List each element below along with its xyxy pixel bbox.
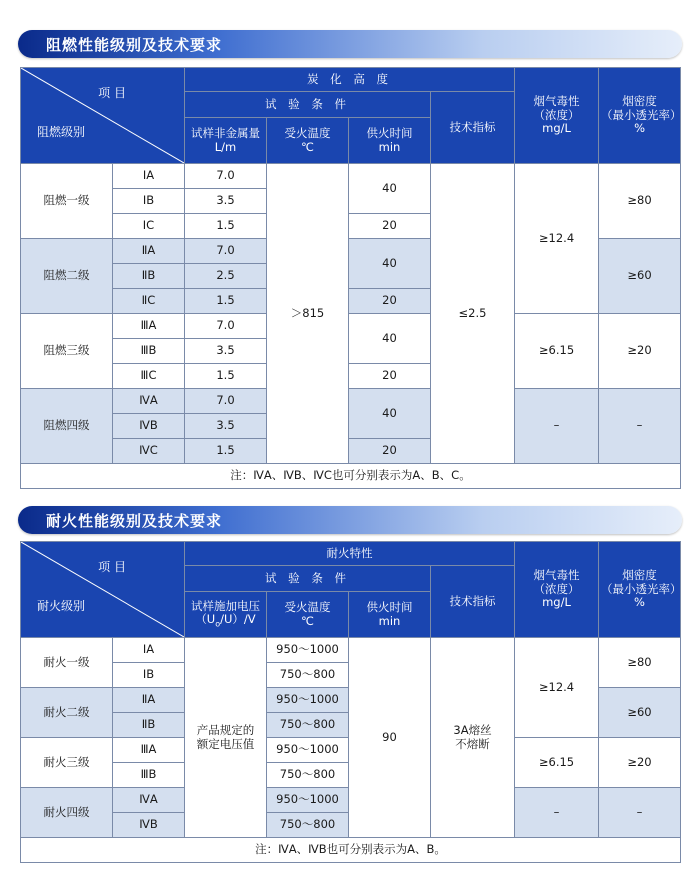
fire-temp-cell: 750～800 <box>267 813 349 838</box>
smoke-header-line2: （浓度） <box>533 107 580 122</box>
flame-level-3: 阻燃三级 <box>21 314 113 389</box>
flame-temp-header <box>267 118 349 164</box>
flame-class-cell: ⅢB <box>113 339 185 364</box>
flame-density-cell: ≥80 <box>599 164 681 239</box>
fire-time-header <box>349 592 431 638</box>
tech-value-line1: 3A熔丝 <box>453 722 492 737</box>
fire-temp-cell: 950～1000 <box>267 738 349 763</box>
flame-metal-cell: 1.5 <box>185 289 267 314</box>
flame-metal-cell: 7.0 <box>185 239 267 264</box>
fire-temp-cell: 950～1000 <box>267 688 349 713</box>
smoke-header-line2: （浓度） <box>533 581 580 596</box>
corner-item-label: 项 目 <box>98 560 126 574</box>
fire-sub-group-header: 试 验 条 件 <box>185 566 431 592</box>
time-header-line1: 供火时间 <box>366 599 413 614</box>
flame-smoke-cell: ≥12.4 <box>515 164 599 314</box>
flame-level-1: 阻燃一级 <box>21 164 113 239</box>
flame-title-text: 阻燃性能级别及技术要求 <box>46 36 223 54</box>
metal-header-line1: 试样非金属量 <box>191 125 260 140</box>
flame-time-cell: 20 <box>349 289 431 314</box>
density-header-line1: 烟密度 <box>622 567 657 582</box>
fire-time-cell: 90 <box>349 638 431 838</box>
flame-level-4: 阻燃四级 <box>21 389 113 464</box>
fire-smoke-cell: ≥12.4 <box>515 638 599 738</box>
smoke-header-line3: mg/L <box>542 595 571 610</box>
fire-smoke-header <box>515 542 599 638</box>
smoke-header-line3: mg/L <box>542 121 571 136</box>
flame-smoke-header <box>515 68 599 164</box>
smoke-header-line1: 烟气毒性 <box>533 93 580 108</box>
density-header-line1: 烟密度 <box>622 93 657 108</box>
fire-tech-cell <box>431 638 515 838</box>
fire-smoke-cell: ≥6.15 <box>515 738 599 788</box>
flame-smoke-cell: ≥6.15 <box>515 314 599 389</box>
fire-level-1: 耐火一级 <box>21 638 113 688</box>
flame-spec-table <box>20 67 681 489</box>
fire-temp-cell: 750～800 <box>267 663 349 688</box>
fire-voltage-header <box>185 592 267 638</box>
flame-density-cell: ≥20 <box>599 314 681 389</box>
fire-group-header: 耐火特性 <box>185 542 515 566</box>
flame-metal-cell: 1.5 <box>185 214 267 239</box>
flame-note: 注：ⅣA、ⅣB、ⅣC也可分别表示为A、B、C。 <box>21 464 681 489</box>
voltage-unit-prefix: （U <box>195 612 216 627</box>
fire-level-2: 耐火二级 <box>21 688 113 738</box>
flame-metal-cell: 3.5 <box>185 189 267 214</box>
fire-level-3: 耐火三级 <box>21 738 113 788</box>
corner-level-label: 耐火级别 <box>37 598 86 613</box>
flame-time-cell: 20 <box>349 439 431 464</box>
diagonal-line-icon <box>21 68 184 163</box>
flame-time-cell: 20 <box>349 214 431 239</box>
flame-tech-cell: ≤2.5 <box>431 164 515 464</box>
fire-section-title <box>18 506 682 534</box>
density-header-line2: （最小透光率） <box>601 107 682 122</box>
fire-class-cell: ⅢB <box>113 763 185 788</box>
flame-class-cell: ⅡC <box>113 289 185 314</box>
fire-class-cell: ⅣB <box>113 813 185 838</box>
temp-header-line1: 受火温度 <box>284 125 331 140</box>
flame-metal-cell: 7.0 <box>185 389 267 414</box>
time-header-line2: min <box>378 613 401 628</box>
smoke-header-line1: 烟气毒性 <box>533 567 580 582</box>
flame-smoke-cell: – <box>515 389 599 464</box>
fire-temp-header <box>267 592 349 638</box>
voltage-value-line1: 产品规定的 <box>196 722 255 737</box>
fire-density-cell: ≥60 <box>599 688 681 738</box>
fire-voltage-cell <box>185 638 267 838</box>
voltage-value-line2: 额定电压值 <box>196 736 255 751</box>
temp-header-line2: ℃ <box>301 613 314 628</box>
flame-class-cell: ⅠB <box>113 189 185 214</box>
flame-class-cell: ⅢC <box>113 364 185 389</box>
flame-time-cell: 40 <box>349 389 431 439</box>
flame-metal-header <box>185 118 267 164</box>
density-header-line3: % <box>634 595 645 610</box>
temp-header-line1: 受火温度 <box>284 599 331 614</box>
fire-class-cell: ⅣA <box>113 788 185 813</box>
metal-header-line2: L/m <box>214 139 237 154</box>
flame-class-cell: ⅡA <box>113 239 185 264</box>
flame-class-cell: ⅣB <box>113 414 185 439</box>
flame-time-cell: 40 <box>349 164 431 214</box>
fire-density-cell: ≥20 <box>599 738 681 788</box>
temp-header-line2: ℃ <box>301 139 314 154</box>
fire-class-cell: ⅠA <box>113 638 185 663</box>
flame-sub-group-header: 试 验 条 件 <box>185 92 431 118</box>
fire-title-text: 耐火性能级别及技术要求 <box>46 512 223 530</box>
flame-metal-cell: 2.5 <box>185 264 267 289</box>
flame-class-cell: ⅣC <box>113 439 185 464</box>
fire-temp-cell: 750～800 <box>267 763 349 788</box>
fire-level-4: 耐火四级 <box>21 788 113 838</box>
flame-temp-cell: ＞815 <box>267 164 349 464</box>
flame-corner-header <box>21 68 185 164</box>
fire-class-cell: ⅠB <box>113 663 185 688</box>
fire-temp-cell: 950～1000 <box>267 788 349 813</box>
flame-class-cell: ⅣA <box>113 389 185 414</box>
fire-temp-cell: 950～1000 <box>267 638 349 663</box>
time-header-line1: 供火时间 <box>366 125 413 140</box>
fire-class-cell: ⅡA <box>113 688 185 713</box>
fire-smoke-cell: – <box>515 788 599 838</box>
fire-density-cell: ≥80 <box>599 638 681 688</box>
flame-density-cell: – <box>599 389 681 464</box>
flame-section-title <box>18 30 682 58</box>
density-header-line2: （最小透光率） <box>601 581 682 596</box>
flame-time-cell: 40 <box>349 314 431 364</box>
flame-time-cell: 20 <box>349 364 431 389</box>
fire-density-cell: – <box>599 788 681 838</box>
flame-time-header <box>349 118 431 164</box>
fire-temp-cell: 750～800 <box>267 713 349 738</box>
flame-metal-cell: 7.0 <box>185 314 267 339</box>
time-header-line2: min <box>378 139 401 154</box>
fire-class-cell: ⅢA <box>113 738 185 763</box>
fire-spec-table <box>20 541 681 863</box>
flame-metal-cell: 1.5 <box>185 364 267 389</box>
diagonal-line-icon <box>21 542 184 637</box>
flame-class-cell: ⅠA <box>113 164 185 189</box>
flame-metal-cell: 7.0 <box>185 164 267 189</box>
flame-tech-header: 技术指标 <box>431 92 515 164</box>
voltage-header-line1: 试样施加电压 <box>191 598 260 613</box>
voltage-header-line2 <box>187 613 264 629</box>
flame-metal-cell: 3.5 <box>185 414 267 439</box>
flame-density-cell: ≥60 <box>599 239 681 314</box>
tech-value-line2: 不熔断 <box>455 736 490 751</box>
fire-tech-header: 技术指标 <box>431 566 515 638</box>
fire-class-cell: ⅡB <box>113 713 185 738</box>
voltage-unit-suffix: /U）/V <box>220 612 256 627</box>
flame-class-cell: ⅢA <box>113 314 185 339</box>
flame-level-2: 阻燃二级 <box>21 239 113 314</box>
fire-note: 注：ⅣA、ⅣB也可分别表示为A、B。 <box>21 838 681 863</box>
corner-level-label: 阻燃级别 <box>37 124 86 139</box>
voltage-unit-subscript: o <box>215 619 221 629</box>
flame-metal-cell: 1.5 <box>185 439 267 464</box>
density-header-line3: % <box>634 121 645 136</box>
flame-time-cell: 40 <box>349 239 431 289</box>
corner-item-label: 项 目 <box>98 86 126 100</box>
flame-class-cell: ⅡB <box>113 264 185 289</box>
fire-density-header <box>599 542 681 638</box>
flame-group-header: 炭 化 高 度 <box>185 68 515 92</box>
flame-density-header <box>599 68 681 164</box>
fire-corner-header <box>21 542 185 638</box>
flame-metal-cell: 3.5 <box>185 339 267 364</box>
flame-class-cell: ⅠC <box>113 214 185 239</box>
